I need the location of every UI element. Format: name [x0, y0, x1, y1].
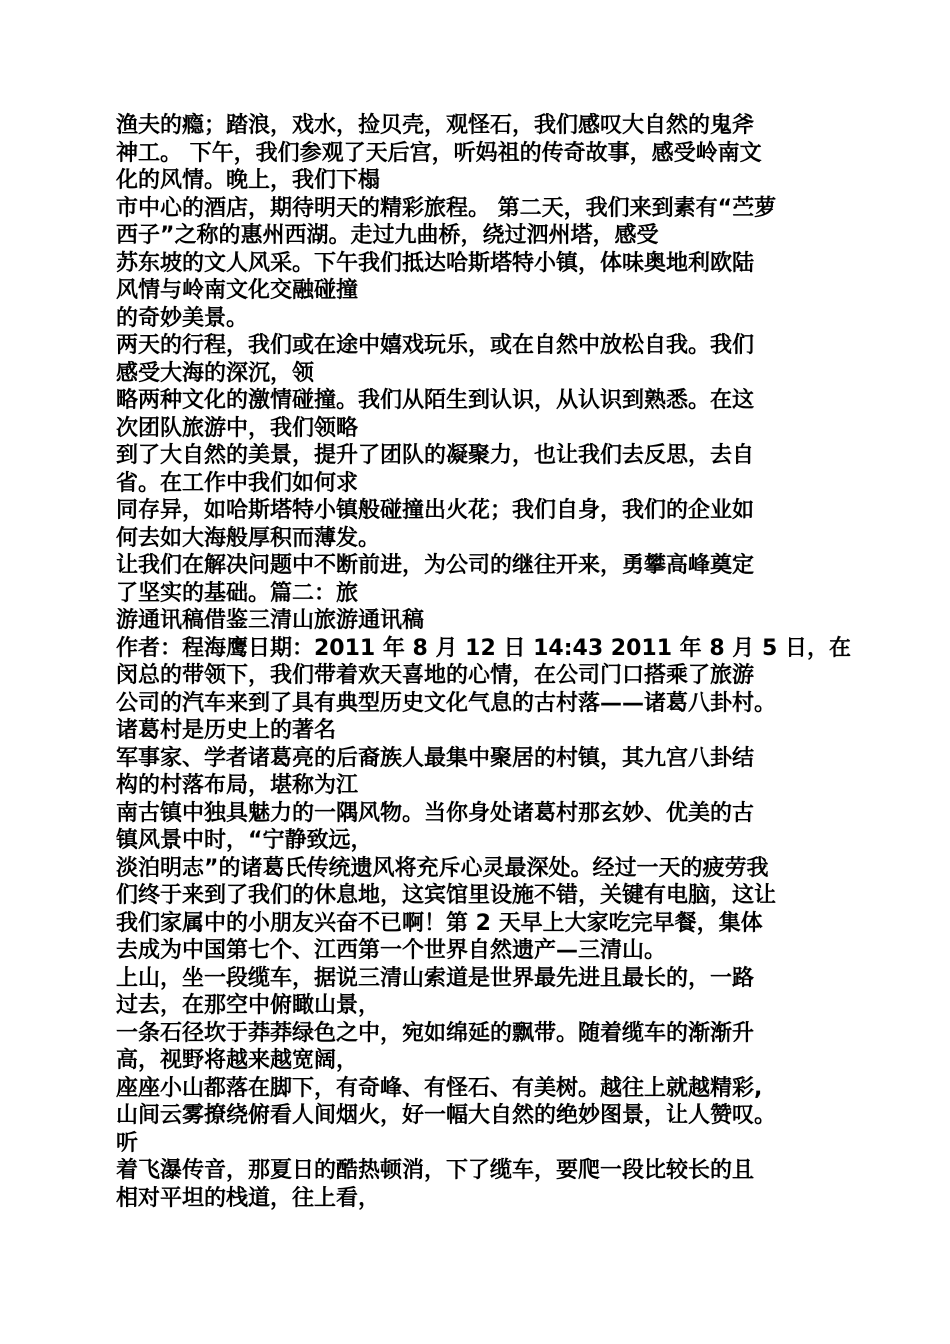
text-line: 构的村落布局，堪称为江 [116, 773, 359, 798]
text-line: 着飞瀑传音，那夏日的酷热顿消，下了缆车，要爬一段比较长的且 [116, 1158, 755, 1183]
text-line: 去成为中国第七个、江西第一个世界自然遗产—三清山。 [116, 938, 667, 963]
text-line: 的奇妙美景。 [116, 305, 249, 331]
text-line: 高，视野将越来越宽阔， [116, 1048, 359, 1073]
text-line: 闵总的带领下，我们带着欢天喜地的心情，在公司门口搭乘了旅游 [116, 663, 755, 688]
text-line: 我们家属中的小朋友兴奋不已啊！第 2 天早上大家吃完早餐，集体 [116, 910, 763, 936]
text-line: 一条石径坎于莽莽绿色之中，宛如绵延的飘带。随着缆车的渐渐升 [116, 1020, 755, 1046]
text-line: 西子”之称的惠州西湖。走过九曲桥，绕过泗州塔，感受 [116, 223, 659, 248]
text-line: 神工。 下午，我们参观了天后宫，听妈祖的传奇故事，感受岭南文 [116, 140, 762, 166]
text-line: 上山，坐一段缆车，据说三清山索道是世界最先进且最长的，一路 [116, 965, 755, 991]
text-line: 同存异，如哈斯塔特小镇般碰撞出火花；我们自身，我们的企业如 [116, 498, 755, 523]
text-line: 了坚实的基础。篇二：旅 [116, 580, 359, 606]
text-line: 到了大自然的美景，提升了团队的凝聚力，也让我们去反思，去自 [116, 443, 755, 468]
text-line: 何去如大海般厚积而薄发。 [116, 525, 381, 551]
text-line: 南古镇中独具魅力的一隅风物。当你身处诸葛村那玄妙、优美的古 [116, 800, 755, 826]
text-line: 感受大海的深沉，领 [116, 360, 315, 386]
text-line: 过去，在那空中俯瞰山景， [116, 993, 381, 1018]
text-line: 市中心的酒店，期待明天的精彩旅程。 第二天，我们来到素有“苎萝 [116, 195, 777, 221]
text-line: 化的风情。晚上，我们下榻 [116, 168, 381, 193]
text-line: 们终于来到了我们的休息地，这宾馆里设施不错，关键有电脑，这让 [116, 883, 777, 908]
text-line: 次团队旅游中，我们领略 [116, 415, 359, 441]
text-line: 听 [116, 1130, 139, 1156]
text-line: 游通讯稿借鉴三清山旅游通讯稿 [116, 608, 425, 633]
text-line: 省。在工作中我们如何求 [116, 470, 359, 496]
text-line: 公司的汽车来到了具有典型历史文化气息的古村落——诸葛八卦村。 [116, 690, 777, 716]
text-line: 军事家、学者诸葛亮的后裔族人最集中聚居的村镇，其九宫八卦结 [116, 745, 755, 771]
text-line: 相对平坦的栈道，往上看， [116, 1185, 381, 1211]
text-line: 风情与岭南文化交融碰撞 [116, 278, 359, 303]
text-line: 两天的行程，我们或在途中嬉戏玩乐，或在自然中放松自我。我们 [116, 333, 755, 358]
text-line: 淡泊明志”的诸葛氏传统遗风将充斥心灵最深处。经过一天的疲劳我 [116, 855, 769, 881]
document-page [116, 112, 851, 1212]
text-line: 诸葛村是历史上的著名 [116, 718, 337, 743]
text-line: 座座小山都落在脚下，有奇峰、有怪石、有美树。越往上就越精彩, [116, 1075, 763, 1101]
text-line: 苏东坡的文人风采。下午我们抵达哈斯塔特小镇，体味奥地利欧陆 [116, 250, 755, 276]
text-line: 渔夫的瘾；踏浪，戏水，捡贝壳，观怪石，我们感叹大自然的鬼斧 [116, 113, 755, 138]
text-line: 让我们在解决问题中不断前进，为公司的继往开来，勇攀高峰奠定 [116, 553, 755, 578]
text-line: 作者：程海鹰日期：2011 年 8 月 12 日 14:43 2011 年 8 月 5 日，在 [116, 635, 851, 661]
text-line: 山间云雾撩绕俯看人间烟火，好一幅大自然的绝妙图景，让人赞叹。 [116, 1103, 777, 1128]
text-line: 镇风景中时，“宁静致远， [116, 828, 373, 853]
text-line: 略两种文化的激情碰撞。我们从陌生到认识，从认识到熟悉。在这 [116, 388, 755, 413]
